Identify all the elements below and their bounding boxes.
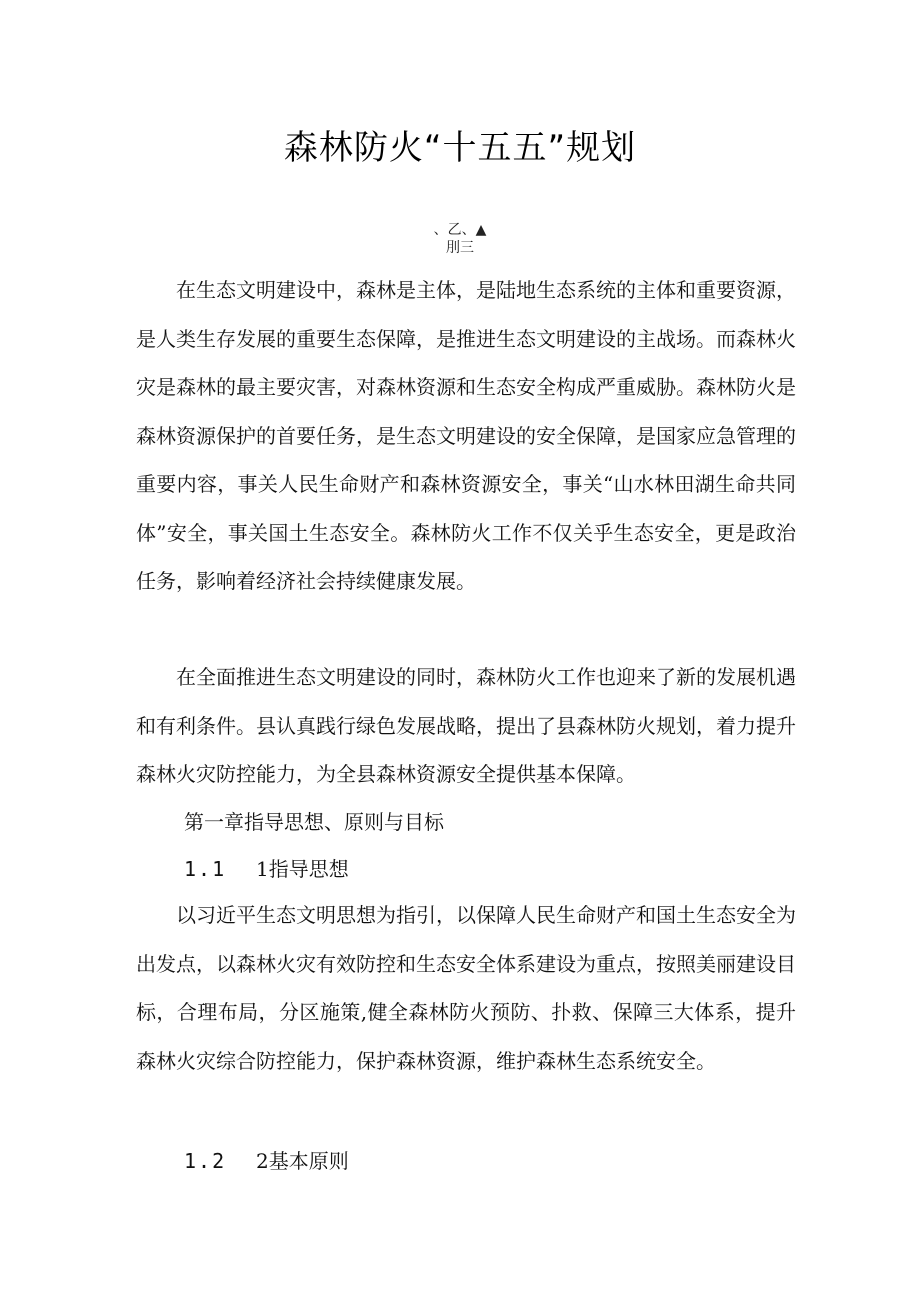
body-paragraph-3: 以习近平生态文明思想为指引，以保障人民生命财产和国土生态安全为出发点，以森林火灾有效防控和生态安全体系建设为重点，按照美丽建设目标，合理布局，分区施策,健全森林防火预防、扑救、保障三大体系，提升森林火灾综合防控能力，保护森林资源，维护森林生态系统安全。: [136, 903, 796, 1073]
preface-heading-line2: 刖三: [446, 240, 474, 256]
section-number: 1.2: [184, 1149, 227, 1173]
body-paragraph-1: 在生态文明建设中，森林是主体，是陆地生态系统的主体和重要资源，是人类生存发展的重要生态保障，是推进生态文明建设的主战场。而森林火灾是森林的最主要灾害，对森林资源和生态安全构成严重威胁。森林防火是森林资源保护的首要任务，是生态文明建设的安全保障，是国家应急管理的重要内容，事关人民生命财产和森林资源安全，事关“山水林田湖生命共同体”安全，事关国土生态安全。森林防火工作不仅关乎生态安全，更是政治任务，影响着经济社会持续健康发展。: [136, 278, 796, 593]
section-number: 1.1: [184, 857, 227, 881]
section-heading-1-2: [184, 1146, 844, 1176]
section-title: 2基本原则: [256, 1149, 349, 1173]
document-title: 森林防火“十五五”规划: [283, 128, 637, 168]
body-paragraph-2: 在全面推进生态文明建设的同时，森林防火工作也迎来了新的发展机遇和有利条件。县认真践行绿色发展战略，提出了县森林防火规划，着力提升森林火灾防控能力，为全县森林资源安全提供基本保障。: [136, 665, 796, 786]
preface-heading-line1: 、乙、▲: [433, 222, 487, 238]
section-heading-1-1: [184, 854, 844, 884]
chapter-heading: 第一章指导思想、原则与目标: [184, 810, 444, 834]
section-title: 1指导思想: [256, 857, 349, 881]
